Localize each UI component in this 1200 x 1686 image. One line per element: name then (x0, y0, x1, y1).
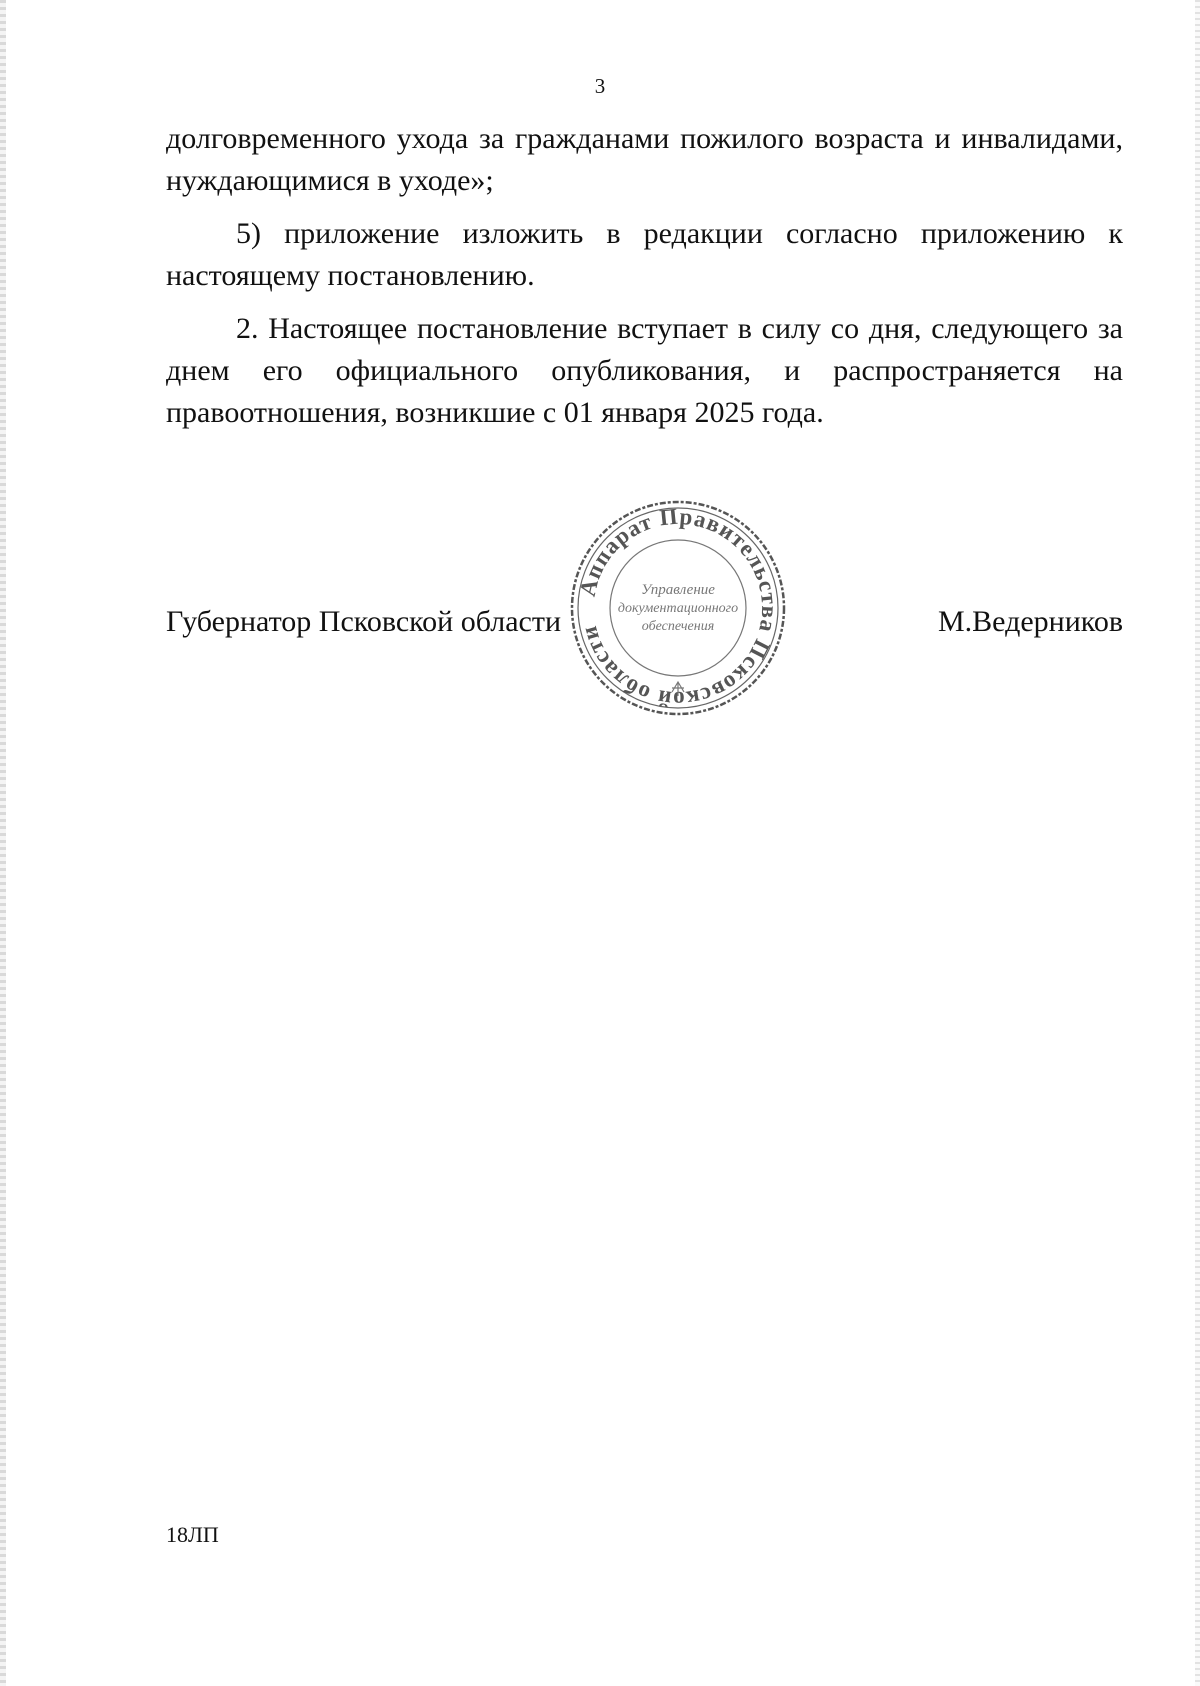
stamp-center-line-1: Управление (641, 582, 715, 598)
paragraph-item-5: 5) приложение изложить в редакции согласно приложению к настоящему постановлению. (166, 217, 1123, 292)
stamp-ring-text: Аппарат Правительства Псковской области (574, 503, 783, 713)
scan-edge-right (1195, 0, 1200, 1686)
signature-block (166, 600, 1123, 644)
signatory-name: М.Ведерников (937, 605, 1123, 638)
stamp-center-line-2: документационного (617, 601, 739, 616)
signatory-title: Губернатор Псковской области (166, 605, 562, 638)
document-body (166, 118, 1123, 445)
page-number: 3 (594, 74, 606, 98)
document-code: 18ЛП (166, 1522, 219, 1547)
paragraph-clause-2: 2. Настоящее постановление вступает в силу со дня, следующего за днем его официального опубликования, и распространяется на правоотношения, возникшие с 01 января 2025 года. (166, 312, 1123, 429)
scan-edge-left (0, 0, 6, 1686)
paragraph-continuation: долговременного ухода за гражданами пожилого возраста и инвалидами, нуждающимися в уходе»; (166, 122, 1123, 197)
stamp-center-line-3: обеспечения (641, 619, 715, 634)
